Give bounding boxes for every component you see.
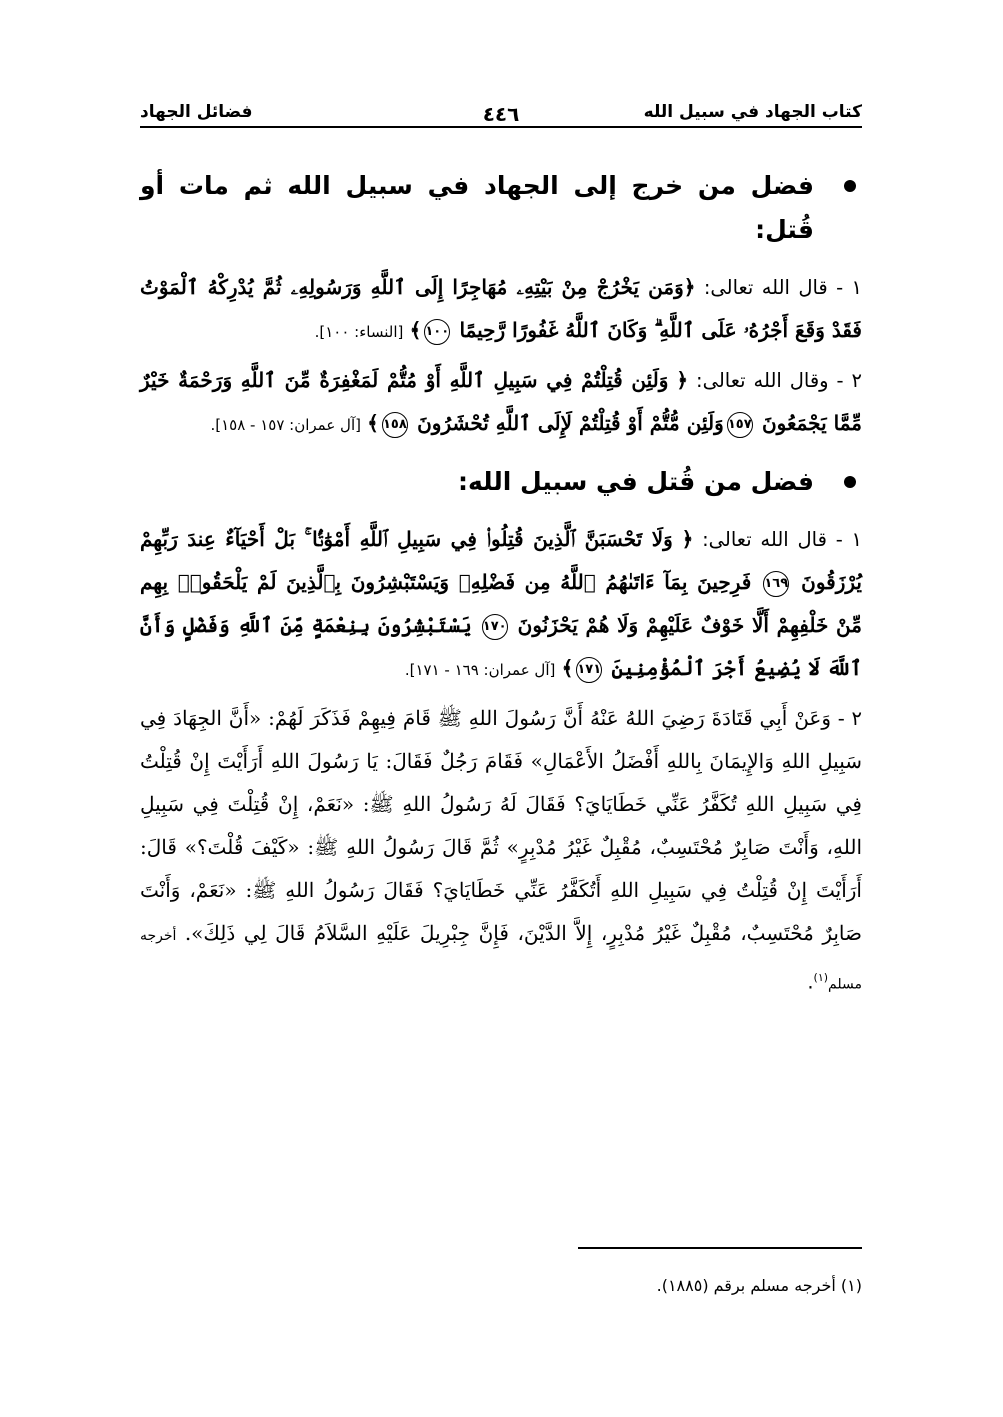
quran-verse: وَلَئِن مُّتُّمْ أَوْ قُتِلْتُمْ لَإِلَى ٱللَّهِ تُحْشَرُونَ: [417, 411, 724, 435]
hadith-source: أخرجه مسلم: [140, 928, 862, 993]
item-number: ١ -: [835, 528, 862, 551]
ornate-bracket-open-icon: ﴿: [681, 527, 694, 551]
ornate-bracket-open-icon: ﴿: [683, 275, 696, 299]
verse-paragraph: [140, 266, 862, 353]
quran-verse: وَلَئِن قُتِلْتُمْ فِي سَبِيلِ ٱللَّهِ أَوْ مُتُّمْ لَمَغْفِرَةٌ مِّنَ ٱللَّهِ وَرَحْمَةٌ خَيْرٌ مِّمَّا يَجْمَعُونَ: [140, 368, 862, 435]
footnote-marker: (١): [813, 971, 829, 984]
item-number: ٢ -: [837, 707, 862, 730]
header-divider: [140, 126, 862, 128]
ayah-number-marker: ١٦٩: [763, 571, 789, 597]
ornate-bracket-close-icon: ﴾: [409, 318, 422, 342]
ornate-bracket-close-icon: ﴾: [367, 411, 379, 435]
hadith-text: وَعَنْ أَبِي قَتَادَةَ رَضِيَ اللهُ عَنْهُ أَنَّ رَسُولَ اللهِ ﷺ قَامَ فِيهِمْ فَذَكَرَ لَهُمْ: «أَنَّ الجِهَادَ فِي سَبِيلِ اللهِ وَالإِيمَانَ بِاللهِ أَفْضَلُ الأَعْمَالِ» فَقَامَ رَجُلٌ فَقَالَ: يَا رَسُولَ اللهِ أَرَأَيْتَ إِنْ قُتِلْتُ فِي سَبِيلِ اللهِ تُكَفَّرُ عَنِّي خَطَايَايَ؟ فَقَالَ لَهُ رَسُولُ اللهِ ﷺ: «نَعَمْ، إِنْ قُتِلْتَ فِي سَبِيلِ اللهِ، وَأَنْتَ صَابِرٌ مُحْتَسِبٌ، مُقْبِلٌ غَيْرُ مُدْبِرٍ» ثُمَّ قَالَ رَسُولُ اللهِ ﷺ: «كَيْفَ قُلْتَ؟» قَالَ: أَرَأَيْتَ إِنْ قُتِلْتُ فِي سَبِيلِ اللهِ أَتُكَفَّرُ عَنِّي خَطَايَايَ؟ فَقَالَ رَسُولُ اللهِ ﷺ: «نَعَمْ، وَأَنْتَ صَابِرٌ مُحْتَسِبٌ، مُقْبِلٌ غَيْرُ مُدْبِرٍ، إِلاَّ الدَّيْنَ، فَإِنَّ جِبْرِيلَ عَلَيْهِ السَّلاَمُ قَالَ لِي ذَلِكَ».: [140, 706, 863, 945]
item-number: ١ -: [836, 276, 862, 299]
bullet-icon: [844, 180, 856, 192]
section-heading: [140, 460, 862, 504]
verse-reference: [آل عمران: ١٥٧ - ١٥٨].: [210, 416, 361, 434]
bullet-icon: [844, 476, 856, 488]
ayah-number-marker: ١٠٠: [424, 319, 450, 345]
quran-verse: وَلَا تَحْسَبَنَّ ٱلَّذِينَ قُتِلُوا۟ فِي سَبِيلِ ٱللَّهِ أَمْوَٰتًۢا ۚ بَلْ أَحْيَآءٌ عِندَ رَبِّهِمْ يُرْزَقُونَ: [140, 527, 862, 594]
ornate-bracket-close-icon: ﴾: [561, 656, 574, 680]
quran-verse: فَرِحِينَ بِمَآ ءَاتَىٰهُمُ ٱللَّهُ مِن فَضْلِهِۦ وَيَسْتَبْشِرُونَ بِٱلَّذِينَ لَمْ يَلْحَقُوا۟ بِهِم مِّنْ خَلْفِهِمْ أَلَّا خَوْفٌ عَلَيْهِمْ وَلَا هُمْ يَحْزَنُونَ: [140, 570, 862, 637]
verse-reference: [آل عمران: ١٦٩ - ١٧١].: [404, 661, 556, 679]
running-head-book-title: كتاب الجهاد في سبيل الله: [643, 102, 862, 122]
verse-reference: [النساء: ١٠٠].: [314, 323, 404, 341]
item-number: ٢ -: [836, 369, 863, 392]
quran-verse: وَمَن يَخْرُجْ مِنْ بَيْتِهِۦ مُهَاجِرًا إِلَى ٱللَّهِ وَرَسُولِهِۦ ثُمَّ يُدْرِكْهُ ٱلْمَوْتُ فَقَدْ وَقَعَ أَجْرُهُۥ عَلَى ٱللَّهِ ۗ وَكَانَ ٱللَّهُ غَفُورًا رَّحِيمًا: [140, 275, 862, 342]
hadith-paragraph: [140, 697, 862, 1006]
ornate-bracket-open-icon: ﴿: [676, 368, 689, 392]
footnote-divider: [578, 1247, 862, 1249]
quran-verse: يَسْتَبْشِرُونَ بِنِعْمَةٍ مِّنَ ٱللَّهِ وَفَضْلٍ وَأَنَّ ٱللَّهَ لَا يُضِيعُ أَجْرَ ٱلْمُؤْمِنِينَ: [140, 613, 862, 680]
verse-intro: وقال الله تعالى:: [696, 369, 829, 392]
verse-intro: قال الله تعالى:: [702, 528, 827, 551]
verse-paragraph: [140, 359, 862, 446]
verse-intro: قال الله تعالى:: [703, 276, 828, 299]
page-body: [140, 150, 862, 1012]
ayah-number-marker: ١٥٨: [382, 412, 408, 438]
ayah-number-marker: ١٧٠: [482, 614, 508, 640]
section-heading-text: فضل من قُتل في سبيل الله:: [458, 467, 814, 496]
hadith-end-dot: .: [807, 970, 814, 994]
verse-paragraph: [140, 518, 862, 691]
page-number: ٤٤٦: [482, 102, 520, 126]
ayah-number-marker: ١٥٧: [727, 412, 753, 438]
section-heading: [140, 164, 862, 252]
section-heading-text: فضل من خرج إلى الجهاد في سبيل الله ثم مات أو قُتل:: [140, 171, 814, 244]
page-header: [140, 98, 862, 134]
ayah-number-marker: ١٧١: [576, 657, 602, 683]
running-head-chapter-title: فضائل الجهاد: [140, 102, 253, 122]
footnote: (١) أخرجه مسلم برقم (١٨٨٥).: [656, 1276, 862, 1295]
